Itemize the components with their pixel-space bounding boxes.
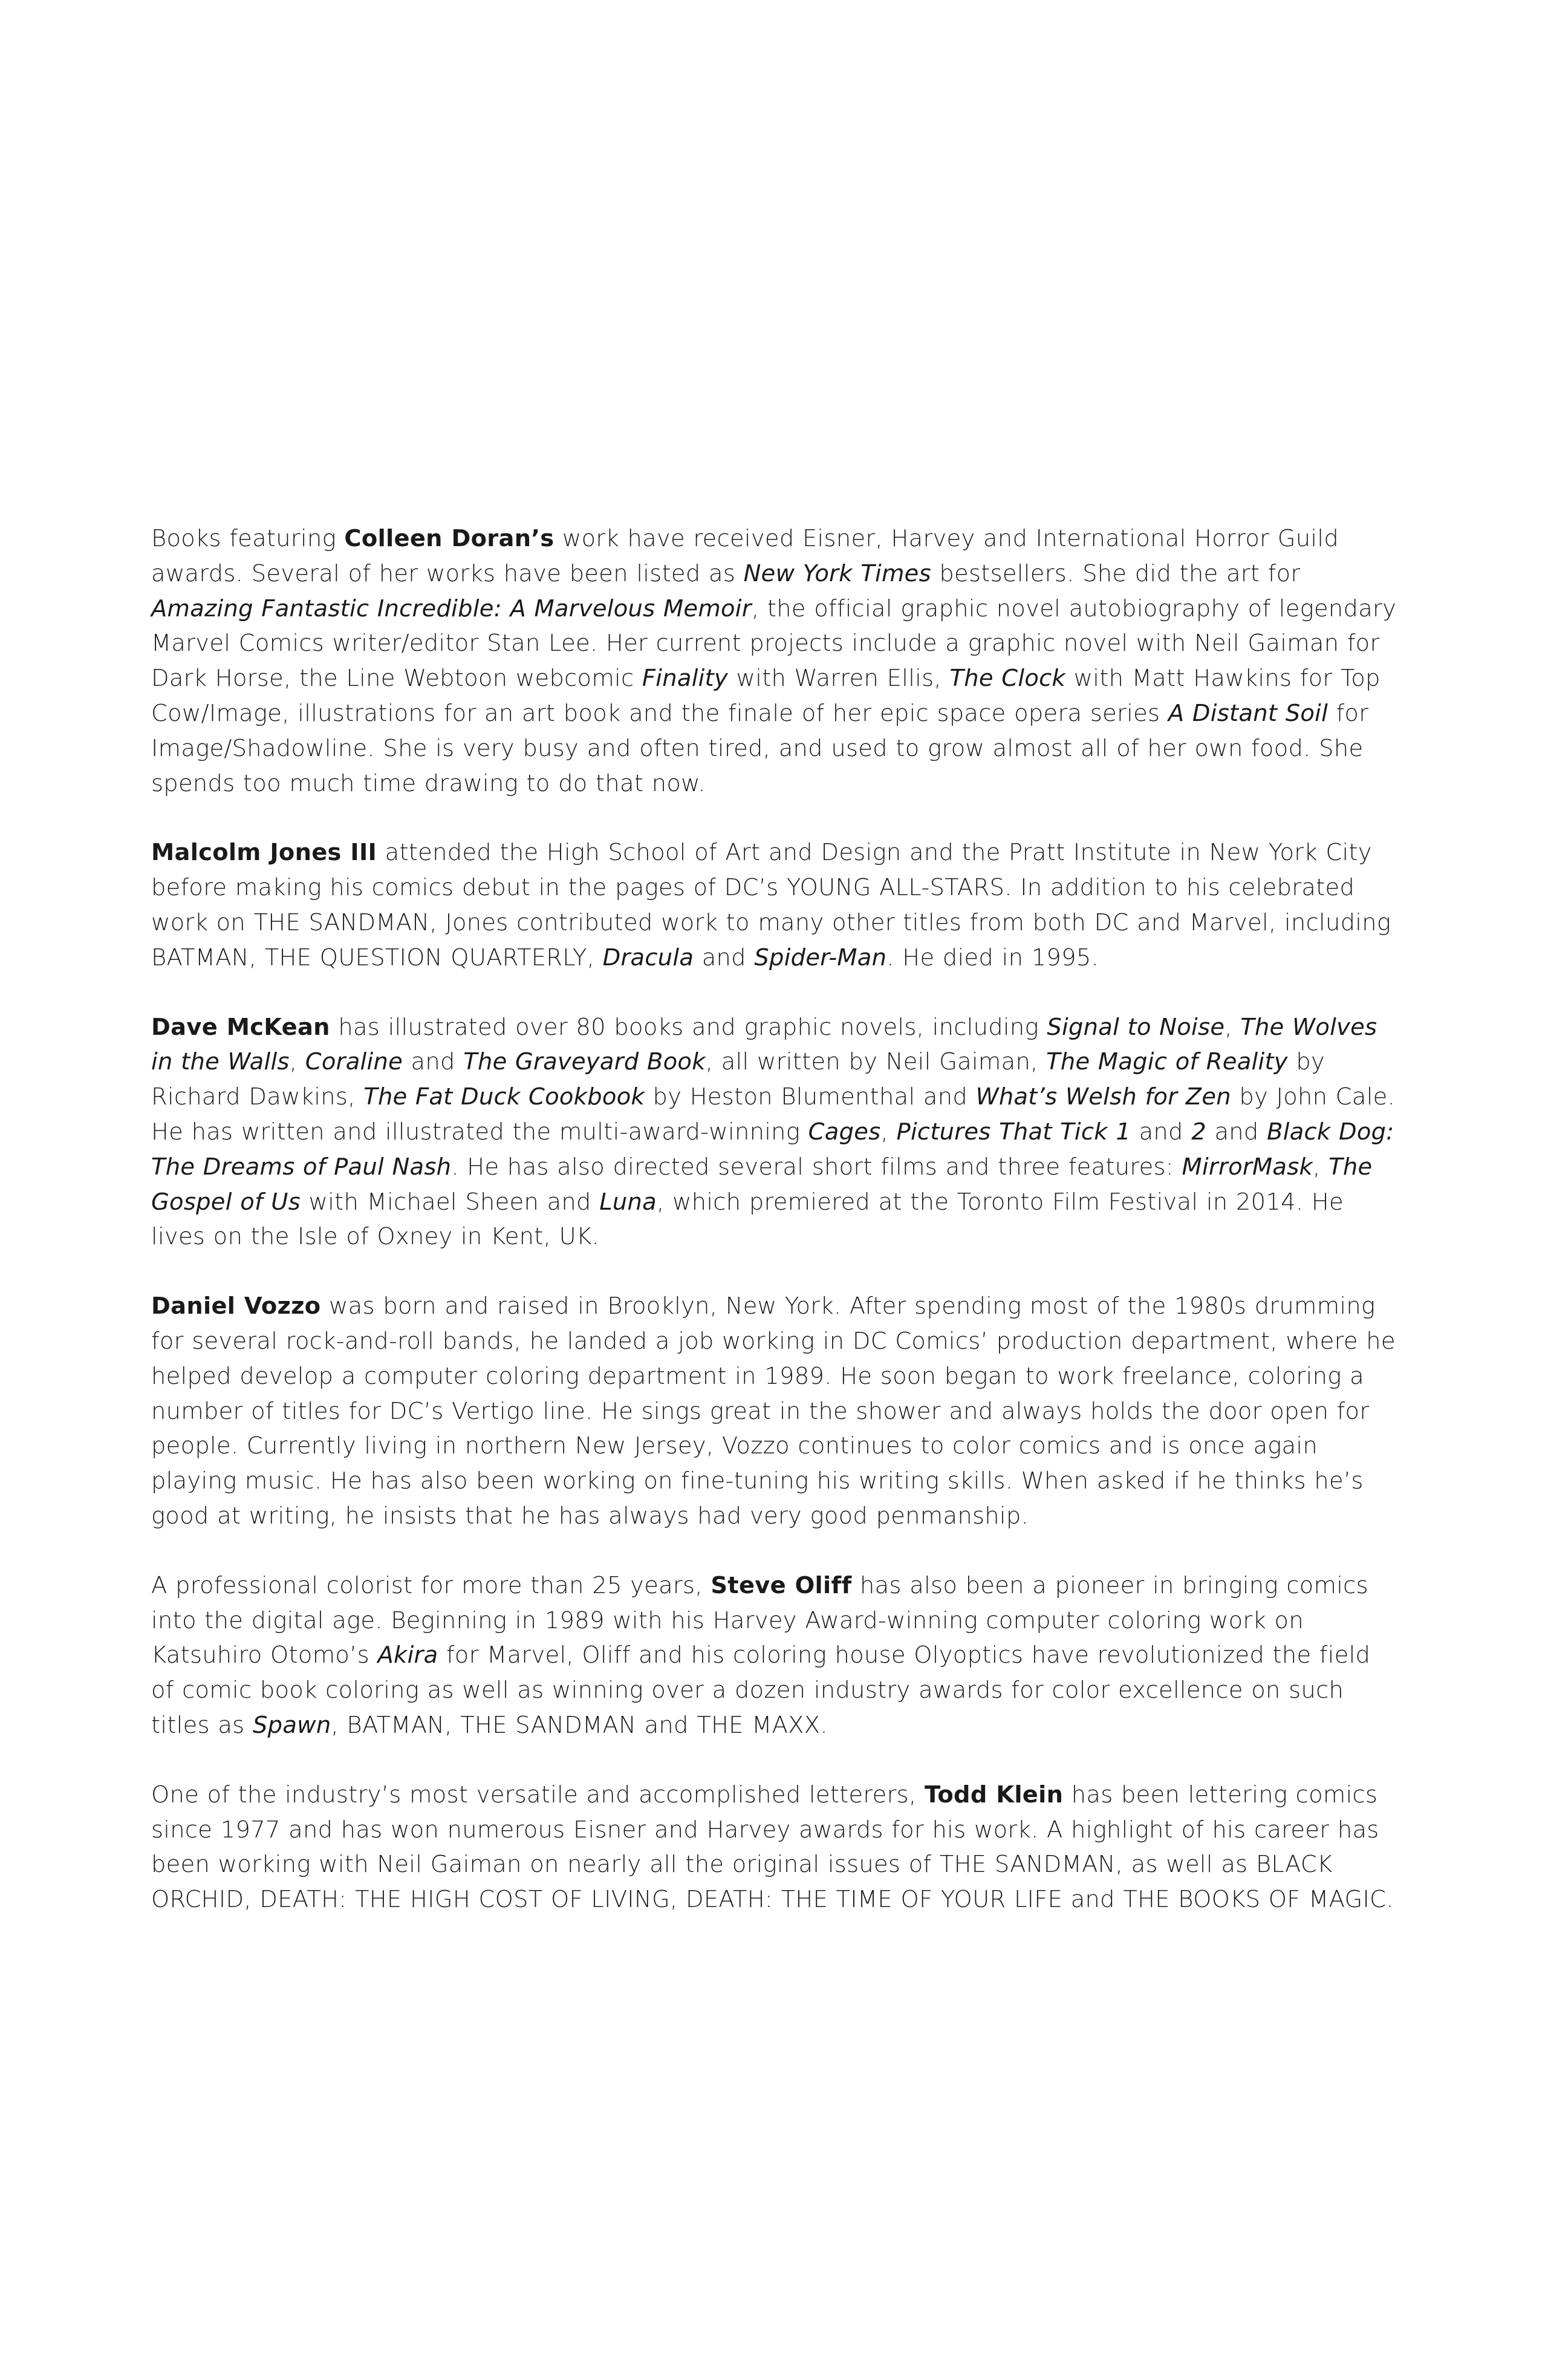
italic-title: The Magic of Reality [1046,1048,1288,1076]
contributor-name: Malcolm Jones III [151,839,377,867]
contributor-name: Todd Klein [925,1781,1064,1808]
bio-daniel-vozzo [151,1289,1397,1534]
italic-title: Signal to Noise [1047,1013,1225,1041]
bio-text: , the official graphic novel autobiography of legendary Marvel Comics writer/editor Stan Lee. Her current projects include a graphic novel with Neil Gaiman for Dark Horse, the Line Webtoon webcomic [151,595,1397,693]
bio-text: and [403,1048,464,1076]
bio-text: has illustrated over 80 books and graphic novels, including [330,1013,1047,1041]
italic-title: A Distant Soil [1168,699,1328,727]
bio-todd-klein [151,1778,1397,1917]
bio-text: and [1206,1118,1267,1146]
italic-title: Pictures That Tick 1 [896,1118,1131,1146]
italic-title: Amazing Fantastic Incredible: A Marvelous Memoir [151,595,752,622]
bio-text: and [694,944,755,971]
italic-title: The Fat Duck Cookbook [363,1083,645,1111]
bio-text: , all written by Neil Gaiman, [705,1048,1047,1076]
italic-title: What’s Welsh for Zen [975,1083,1231,1111]
italic-title: Spider-Man [754,944,887,971]
contributor-name: Colleen Doran’s [344,525,554,552]
italic-title: Coraline [305,1048,403,1076]
italic-title: The Wolves in the Walls [151,1013,1377,1076]
contributor-bios [151,521,1397,1952]
bio-dave-mckean [151,1010,1397,1255]
bio-text: attended the High School of Art and Design and the Pratt Institute in New York City before making his comics debut in the pages of DC’s YOUNG ALL-STARS. In addition to his celebrated work on THE SANDMAN, Jones contributed work to many other titles from both DC and Marvel, including BATMAN, THE QUESTION QUARTERLY, [151,839,1391,971]
bio-text: by Heston Blumenthal and [645,1083,976,1111]
bio-steve-oliff [151,1568,1397,1743]
italic-title: Akira [377,1642,438,1669]
bio-text: . He died in 1995. [886,944,1099,971]
bio-text: One of the industry’s most versatile and accomplished letterers, [151,1781,925,1808]
bio-text: for Image/Shadowline. She is very busy and often tired, and used to grow almost all of her own food. She spends too much time drawing to do that now. [151,699,1369,797]
bio-text: , which premiered at the Toronto Film Festival in 2014. He lives on the Isle of Oxney in Kent, UK. [151,1188,1344,1251]
italic-title: MirrorMask [1182,1153,1313,1181]
bio-text: has also been a pioneer in bringing comics into the digital age. Beginning in 1989 with his Harvey Award-winning computer coloring work on Katsuhiro Otomo’s [151,1571,1368,1669]
bio-text: with Warren Ellis, [728,665,950,693]
bio-text: , [880,1118,897,1146]
italic-title: Black Dog: The Dreams of Paul Nash [151,1118,1394,1181]
bio-malcolm-jones [151,835,1397,975]
bio-text: with Michael Sheen and [301,1188,600,1216]
italic-title: Cages [808,1118,881,1146]
bio-text: by John Cale. He has written and illustrated the multi-award-winning [151,1083,1396,1146]
bio-text: and [1131,1118,1192,1146]
bio-text: for Marvel, Oliff and his coloring house Olyoptics have revolutionized the field of comic book coloring as well as winning over a dozen industry awards for color excellence on such titles as [151,1642,1371,1739]
contributor-name: Steve Oliff [711,1571,852,1599]
bio-colleen-doran [151,521,1397,801]
italic-title: New York Times [743,559,931,587]
bio-text: by Richard Dawkins, [151,1048,1325,1111]
italic-title: The Gospel of Us [151,1153,1373,1216]
bio-text: with Matt Hawkins for Top Cow/Image, illustrations for an art book and the finale of her epic space opera series [151,665,1381,727]
bio-text: A professional colorist for more than 25 years, [151,1571,711,1599]
bio-text: , [289,1048,305,1076]
italic-title: The Graveyard Book [463,1048,706,1076]
bio-text: Books featuring [151,525,345,552]
bio-text: bestsellers. She did the art for [931,559,1301,587]
bio-text: , [1313,1153,1329,1181]
bio-text: , [1224,1013,1241,1041]
italic-title: Spawn [253,1711,331,1739]
italic-title: Finality [642,665,729,693]
bio-text: was born and raised in Brooklyn, New York. After spending most of the 1980s drumming for several rock-and-roll bands, he landed a job working in DC Comics’ production department, where he helped develop a computer coloring department in 1989. He soon began to work freelance, coloring a number of titles for DC’s Vertigo line. He sings great in the shower and always holds the door open for people. Currently living in northern New Jersey, Vozzo continues to color comics and is once again playing music. He has also been working on fine-tuning his writing skills. When asked if he thinks he’s good at writing, he insists that he has always had very good penmanship. [151,1293,1396,1530]
bio-text: . He has also directed several short films and three features: [451,1153,1182,1181]
contributor-name: Dave McKean [151,1013,330,1041]
bio-text: has been lettering comics since 1977 and has won numerous Eisner and Harvey awards for his work. A highlight of his career has been working with Neil Gaiman on nearly all the original issues of THE SANDMAN, as well as BLACK ORCHID, DEATH: THE HIGH COST OF LIVING, DEATH: THE TIME OF YOUR LIFE and THE BOOKS OF MAGIC. [151,1781,1394,1914]
italic-title: Luna [599,1188,657,1216]
italic-title: Dracula [602,944,694,971]
bio-text: , BATMAN, THE SANDMAN and THE MAXX. [331,1711,828,1739]
italic-title: The Clock [949,665,1066,693]
bio-text: work have received Eisner, Harvey and International Horror Guild awards. Several of her works have been listed as [151,525,1339,587]
contributor-name: Daniel Vozzo [151,1293,321,1320]
italic-title: 2 [1191,1118,1206,1146]
